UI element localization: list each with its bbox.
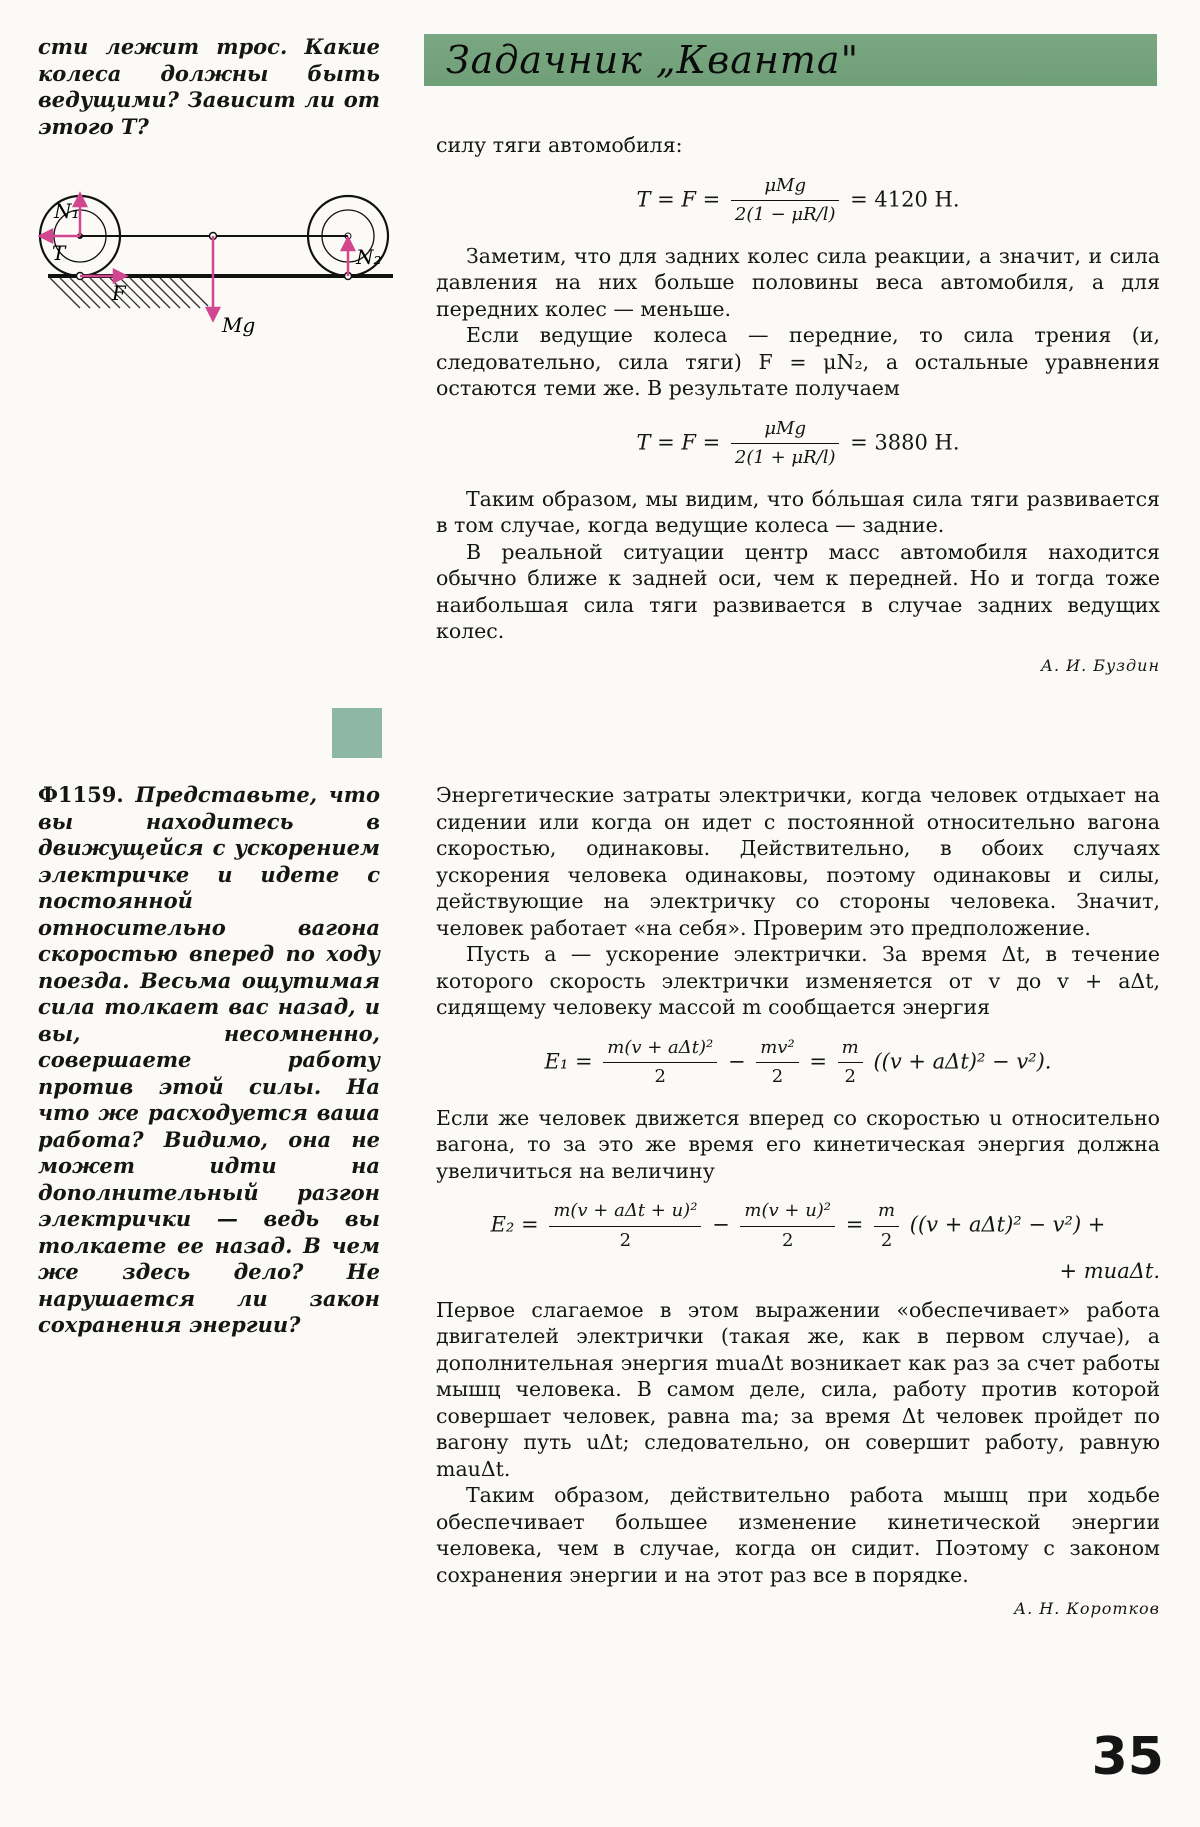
prev-solution-p2: Если ведущие колеса — передние, то сила трения (и, следовательно, сила тяги) F = μN₂, а остальные уравнения остаются теми же. В результате получаем xyxy=(436,323,1160,400)
formula-traction-front: T = F = $\frac{\text{μMg}}{2(1 + \mu R/l)}$ = 3880 Н. xyxy=(636,417,960,468)
prev-solution-p3: Таким образом, мы видим, что бо́льшая сила тяги развивается в том случае, когда ведущие колеса — задние. xyxy=(436,486,1160,537)
solution-p5: Таким образом, действительно работа мышц при ходьбе обеспечивает большее изменение кинетической энергии человека, чем в случае, когда он сидит. Поэтому с законом сохранения энергии и на этот раз все в порядке. xyxy=(436,1483,1160,1587)
label-f: F xyxy=(112,281,126,305)
prev-solution-lead: силу тяги автомобиля: xyxy=(436,133,683,157)
formula-e2: E₂ = $\frac{\text{m(v + aΔt + u)²}}{2}$ − $\frac{\text{m(v + u)²}}{2}$ = $\frac{m}{2}$ ((v + aΔt)² − v²) + xyxy=(490,1200,1106,1251)
page-number: 35 xyxy=(1091,1727,1164,1787)
solution-p4: Первое слагаемое в этом выражении «обеспечивает» работа двигателей электрички (такая же, как в первом случае), а дополнительная энергия muaΔt возникает как раз за счет работы мышц человека. В самом деле, сила, работу против которой совершает человек, равна ma; за время Δt человек пройдет по вагону путь uΔt; следовательно, он совершит работу, равную mauΔt. xyxy=(436,1297,1160,1481)
problem-number: Ф1159. xyxy=(38,782,124,807)
formula-traction-rear: T = F = $\frac{\text{μMg}}{2(1 - \mu R/l)}$ = 4120 Н. xyxy=(636,174,960,225)
prev-solution-author: А. И. Буздин xyxy=(1040,655,1160,675)
section-banner xyxy=(424,34,1157,86)
car-forces-figure xyxy=(38,188,398,348)
section-marker xyxy=(332,708,382,758)
prev-solution xyxy=(436,132,1160,679)
ground-hatching xyxy=(48,276,393,308)
banner-title: Задачник „Кванта" xyxy=(446,38,860,82)
problem-f1159 xyxy=(38,782,380,1339)
formula-e2-continuation: + muaΔt. xyxy=(1059,1259,1160,1283)
solution-author: А. Н. Коротков xyxy=(1014,1599,1160,1618)
solution xyxy=(436,782,1160,1623)
label-n1: N₁ xyxy=(54,199,80,223)
prev-solution-p1: Заметим, что для задних колес сила реакции, а значит, и сила давления на них больше половины веса автомобиля, а для передних колес — меньше. xyxy=(436,243,1160,321)
solution-p3: Если же человек движется вперед со скоростью u относительно вагона, то за это же время его кинетическая энергия должна увеличиться на величину xyxy=(436,1105,1160,1183)
solution-p2: Пусть a — ускорение электрички. За время Δt, в течение которого скорость электрички изменяется от v до v + aΔt, сидящему человеку массой m сообщается энергия xyxy=(436,942,1160,1019)
solution-p1: Энергетические затраты электрички, когда человек отдыхает на сидении или когда он идет с постоянной относительно вагона скоростью, одинаковы. Действительно, в обоих случаях ускорения человека одинаковы, поэтому одинаковы и силы, действующие на электричку со стороны человека. Значит, человек работает «на себя». Проверим это предположение. xyxy=(436,783,1160,940)
label-n2: N₂ xyxy=(356,245,382,269)
label-mg: Mg xyxy=(222,313,256,337)
prev-solution-p4: В реальной ситуации центр масс автомобиля находится обычно ближе к задней оси, чем к передней. Но и тогда тоже наибольшая сила тяги развивается в случае задних ведущих колес. xyxy=(436,539,1160,643)
formula-e1: E₁ = $\frac{\text{m(v + aΔt)²}}{2}$ − $\frac{\text{mv²}}{2}$ = $\frac{m}{2}$ ((v + aΔt)² − v²). xyxy=(544,1036,1052,1087)
prev-problem-question: сти лежит трос. Какие колеса должны быть ведущими? Зависит ли от этого T? xyxy=(38,34,380,139)
label-t: T xyxy=(52,241,66,265)
problem-text: Представьте, что вы находитесь в движущейся с ускорением электричке и идете с постоянной относительно вагона скоростью вперед по ходу поезда. Весьма ощутимая сила толкает вас назад, и вы, несомненно, совершаете работу против этой силы. На что же расходуется ваша работа? Видимо, она не может идти на дополнительный разгон электрички — ведь вы толкаете ее назад. В чем же здесь дело? Не нарушается ли закон сохранения энергии? xyxy=(38,782,380,1337)
